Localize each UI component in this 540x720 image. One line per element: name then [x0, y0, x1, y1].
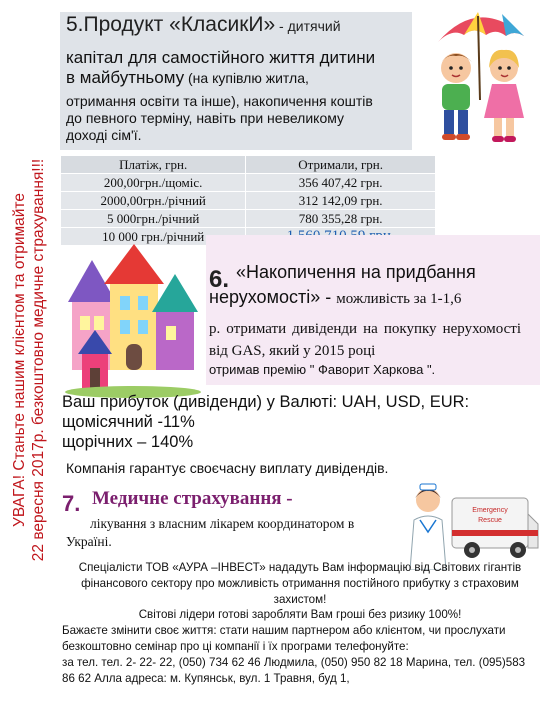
house-illustration	[62, 240, 204, 400]
section-6-title-tail: можливість за 1-1,6	[336, 291, 462, 307]
table-cell: 10 000 грн./річний	[61, 228, 246, 246]
section-6-title-main: нерухомості» -	[209, 287, 337, 307]
vertical-banner-text	[10, 50, 48, 670]
table-cell: 356 407,42 грн.	[246, 174, 436, 192]
table-row	[61, 174, 436, 192]
profit-line-1: Ваш прибуток (дивіденди) у Валюті: UAH, USD, EUR:	[62, 393, 470, 411]
table-cell: 200,00грн./щоміс.	[61, 174, 246, 192]
ambulance-text-1: Emergency	[472, 507, 508, 514]
table-header-row	[61, 156, 436, 174]
section-5-title-suffix: - дитячий	[275, 18, 341, 34]
section-7-line-2: Україні.	[66, 534, 112, 549]
footer-paragraph-1: Спеціалісти ТОВ «АУРА –ІНВЕСТ» нададуть Вам інформацію від Світових гігантів фінансового сектору про можливість отримання постійного прибутку з страховим захистом!	[78, 561, 522, 606]
footer-contacts: за тел. тел. 2- 22- 22, (050) 734 62 46 Людмила, (050) 950 82 18 Марина, тел. (095)583 86 62 Алла адреса: м. Купянськ, вул. 1 Травня, буд 1,	[62, 655, 526, 685]
guarantee-text: Компанія гарантує своєчасну виплату дивідендів.	[66, 460, 389, 476]
table-row	[61, 210, 436, 228]
table-cell: 2000,00грн./річний	[61, 192, 246, 210]
profit-line-3: щорічних – 140%	[62, 433, 194, 451]
section-5-line-2-main: в майбутньому	[66, 68, 185, 87]
ambulance-text-2: Rescue	[478, 517, 502, 524]
nurse-ambulance-illustration	[398, 478, 540, 570]
section-5-body: отримання освіти та інше), накопичення коштів до певного терміну, навіть при невеликому доході сім'ї.	[66, 93, 373, 143]
section-5-product: Продукт «КласикИ»	[83, 13, 276, 36]
profit-line-2: щомісячний -11%	[62, 413, 195, 431]
section-7-title	[92, 488, 293, 510]
section-6-number: 6.	[209, 266, 230, 293]
section-7-line-1: лікування з власним лікарем координатором в	[90, 516, 355, 531]
footer-paragraph-3: Бажаєте змінити своє життя: стати нашим партнером або клієнтом, чи прослухати безкоштовно семінар про ці компанії і їх програми телефонуйте:	[62, 624, 506, 653]
section-7-title-main: Медичне страхування	[92, 488, 282, 509]
section-5-title	[66, 13, 341, 37]
footer-paragraph-2: Світові лідери готові заробляти Вам гроші без ризику 100%!	[138, 608, 462, 622]
table-cell: 312 142,09 грн.	[246, 192, 436, 210]
banner-line-1: УВАГА! Станьте нашим клієнтом та отримайте	[11, 193, 28, 527]
table-header-received: Отримали, грн.	[246, 156, 436, 174]
section-6-body: р. отримати дивіденди на покупку нерухомості від GAS, який у 2015 році	[209, 321, 521, 359]
table-cell: 780 355,28 грн.	[246, 210, 436, 228]
section-7-title-dash: -	[281, 488, 293, 509]
payment-table	[60, 155, 436, 246]
profit-block	[62, 392, 532, 452]
section-7-number: 7.	[62, 491, 81, 516]
section-6-title-line-1: «Накопичення на придбання	[236, 262, 476, 282]
banner-line-2: 22 вересня 2017р. безкоштовно медичне страхування!!!	[30, 158, 47, 562]
section-6-title-line-2	[209, 287, 461, 308]
section-5-number: 5.	[66, 13, 84, 36]
section-5-line-2-small: (на купівлю житла,	[184, 70, 309, 86]
vertical-banner	[0, 0, 58, 720]
table-cell: 5 000грн./річний	[61, 210, 246, 228]
footer-info	[62, 560, 538, 686]
table-row	[61, 192, 436, 210]
section-6-award: отримав премію " Фаворит Харкова ".	[209, 362, 436, 377]
section-5-line-2	[66, 68, 309, 88]
section-5-line-1: капітал для самостійного життя дитини	[66, 48, 376, 67]
kids-umbrella-illustration	[416, 2, 540, 152]
table-header-payment: Платіж, грн.	[61, 156, 246, 174]
